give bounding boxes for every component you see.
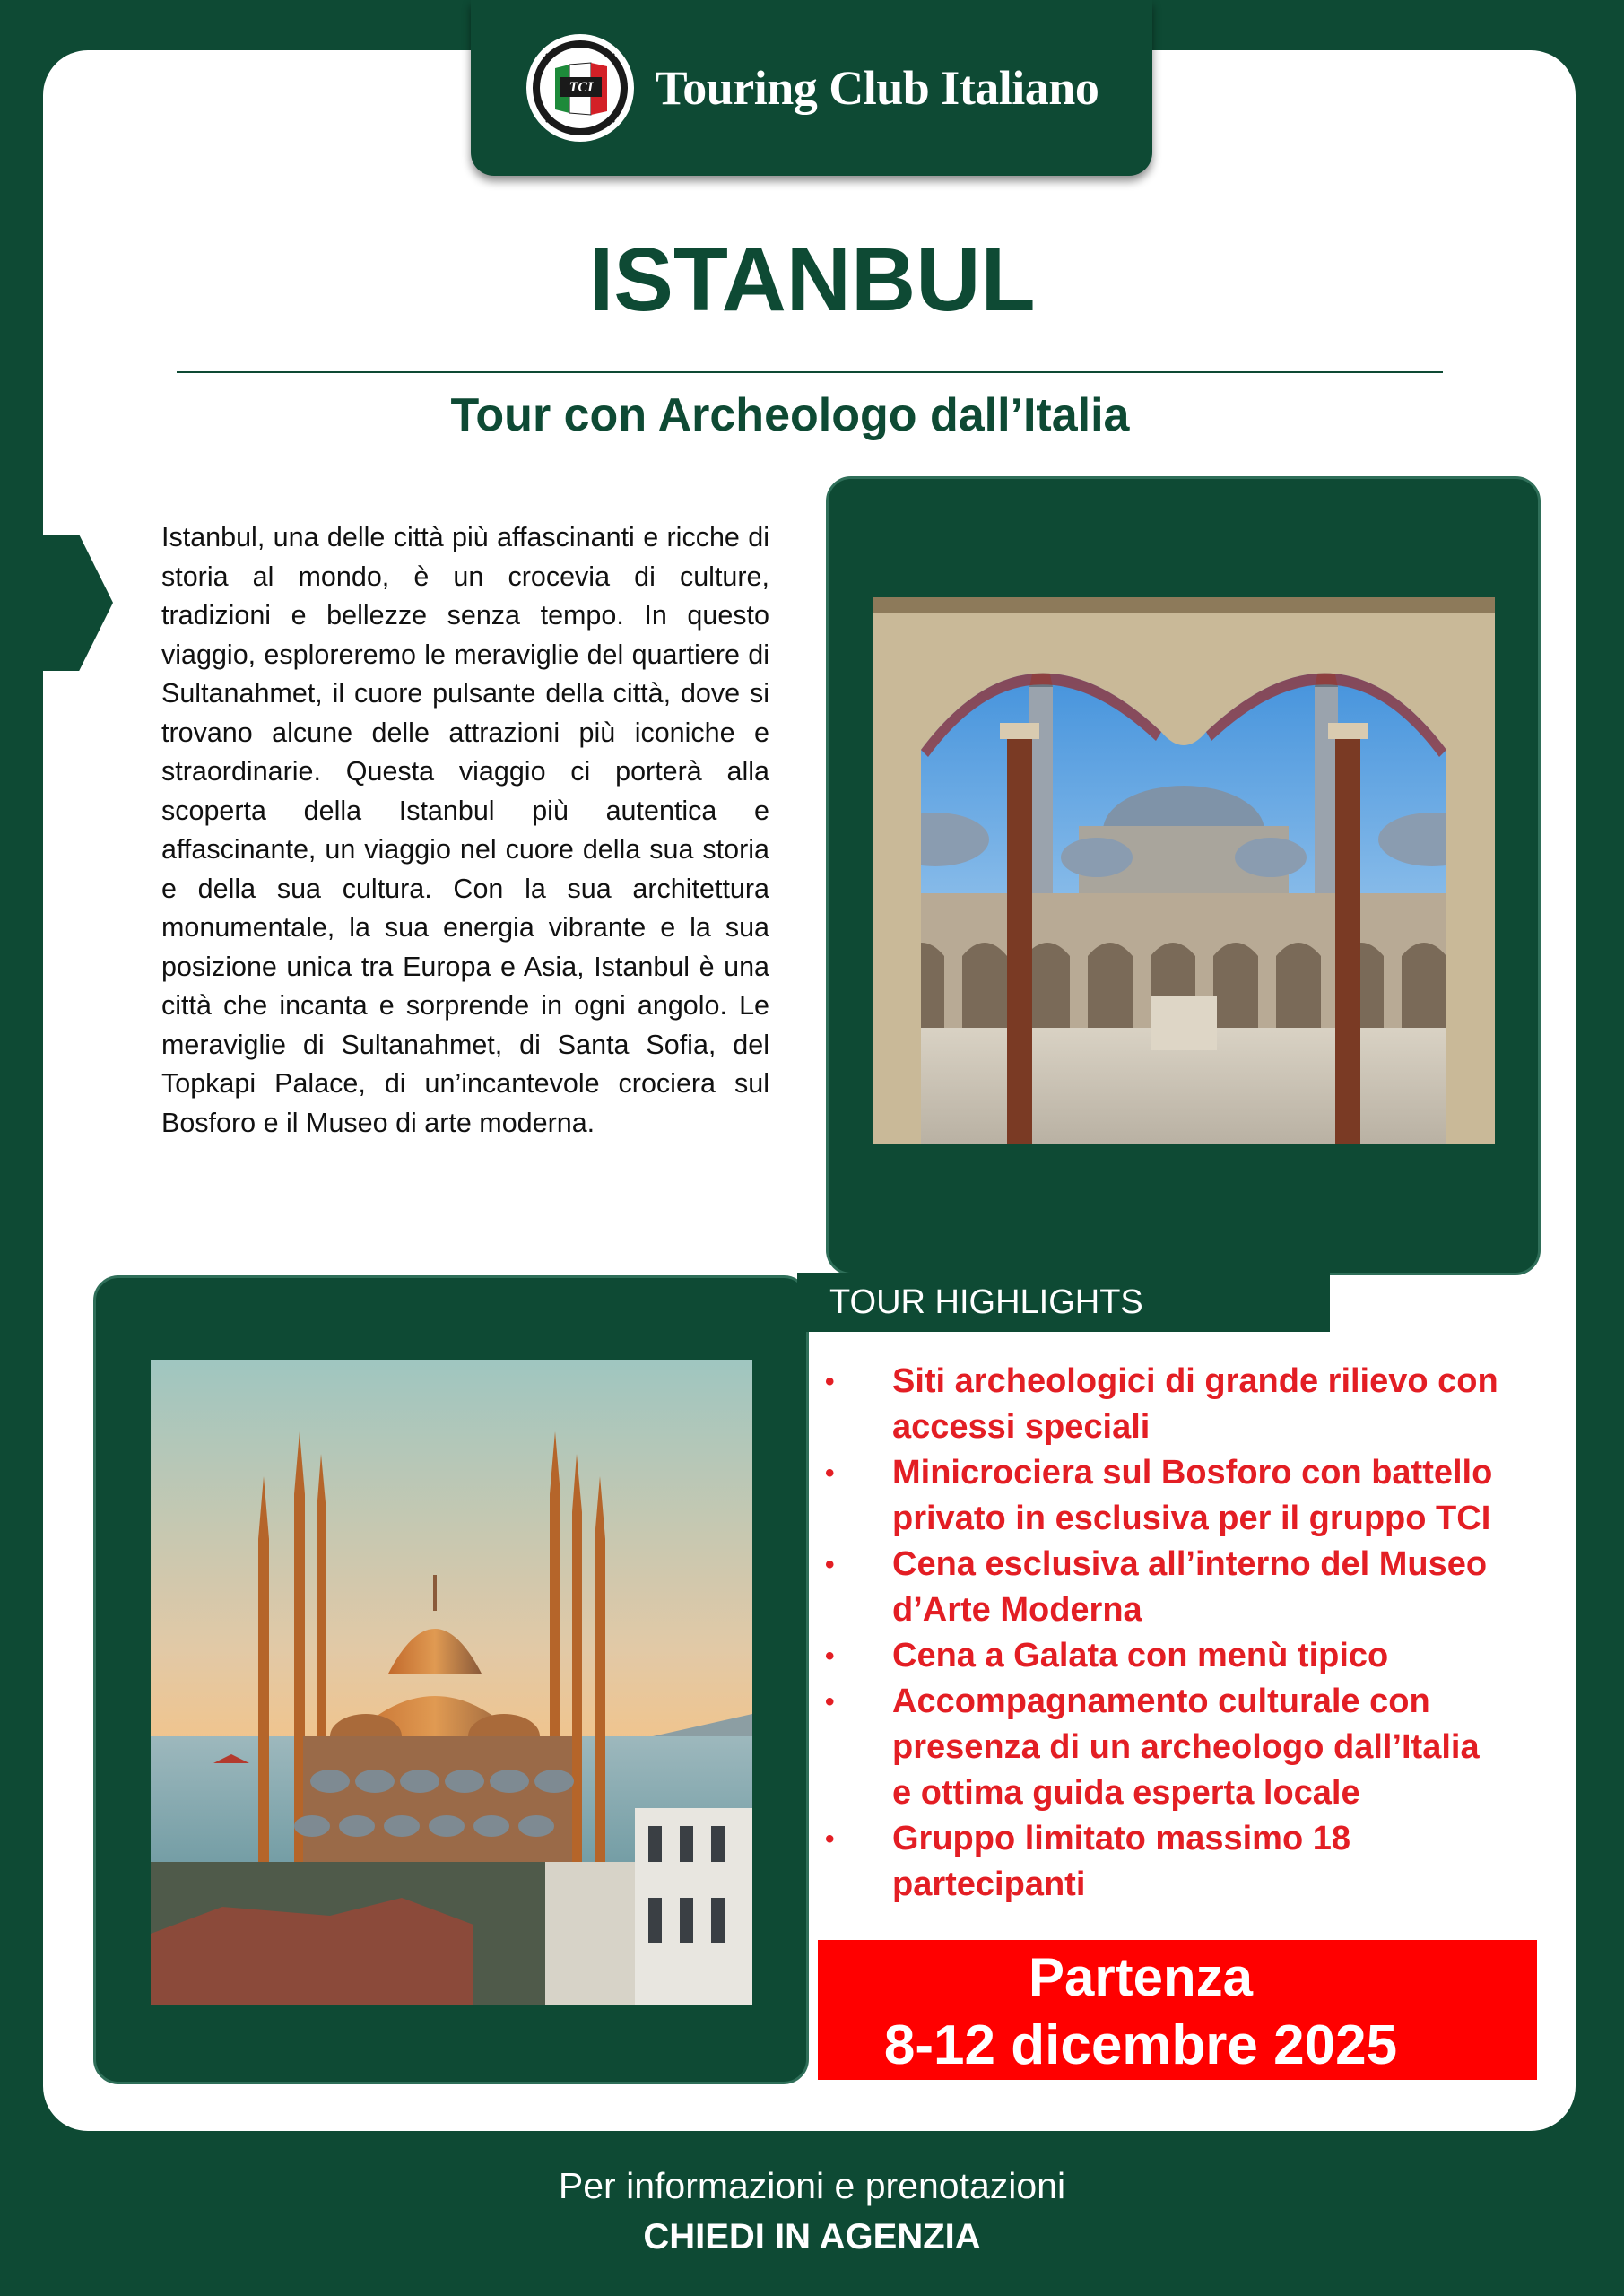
tour-highlights-list	[825, 1359, 1507, 1908]
blue-mosque-photo	[151, 1360, 752, 2005]
tci-emblem-logo	[525, 32, 636, 144]
mosque-courtyard-frame	[826, 476, 1541, 1275]
departure-dates: 8-12 dicembre 2025	[883, 2014, 1398, 2076]
departure-label: Partenza	[1028, 1947, 1254, 2007]
brand-name: Touring Club Italiano	[655, 61, 1099, 115]
highlight-item: • Accompagnamento culturale con presenza di un archeologo dall’Italia e ottima guida esperta locale	[825, 1679, 1507, 1816]
highlight-item: • Siti archeologici di grande rilievo con accessi speciali	[825, 1359, 1507, 1450]
bullet-icon: •	[825, 1824, 835, 1854]
mosque-courtyard-photo	[873, 597, 1495, 1144]
page-title: ISTANBUL	[588, 230, 1036, 330]
bullet-icon: •	[825, 1687, 835, 1717]
title-divider	[177, 371, 1443, 373]
highlight-item: • Minicrociera sul Bosforo con battello privato in esclusiva per il gruppo TCI	[825, 1450, 1507, 1542]
logo-banner	[471, 0, 1152, 176]
footer-cta: CHIEDI IN AGENZIA	[643, 2217, 981, 2257]
departure-banner	[818, 1940, 1537, 2080]
bullet-icon: •	[825, 1458, 835, 1488]
highlight-item: • Cena a Galata con menù tipico	[825, 1633, 1507, 1679]
footer-info: Per informazioni e prenotazioni	[558, 2165, 1066, 2206]
bullet-icon: •	[825, 1367, 835, 1396]
bullet-icon: •	[825, 1550, 835, 1579]
tour-highlights-heading: TOUR HIGHLIGHTS	[797, 1273, 1330, 1332]
highlight-item: • Gruppo limitato massimo 18 partecipanti	[825, 1816, 1507, 1908]
svg-text:TCI: TCI	[569, 80, 593, 95]
blue-mosque-frame	[93, 1275, 809, 2084]
footer	[0, 2160, 1624, 2262]
intro-text: Istanbul, una delle città più affascinanti e ricche di storia al mondo, è un crocevia di culture, tradizioni e bellezze senza tempo. In questo viaggio, esploreremo le meraviglie del quartiere di Sultanahmet, il cuore pulsante della città, dove si trovano alcune delle attrazioni più iconiche e straordinarie. Questa viaggio ci porterà alla scoperta della Istanbul più autentica e affascinante, un viaggio nel cuore della sua storia e della sua cultura. Con la sua architettura monumentale, la sua energia vibrante e la sua posizione unica tra Europa e Asia, Istanbul è una città che incanta e sorprende in ogni angolo. Le meraviglie di Sultanahmet, di Santa Sofia, del Topkapi Palace, di un’incantevole crociera sul Bosforo e il Museo di arte moderna.	[161, 522, 769, 1138]
bullet-icon: •	[825, 1641, 835, 1671]
highlight-item: • Cena esclusiva all’interno del Museo d’Arte Moderna	[825, 1542, 1507, 1633]
page-subtitle: Tour con Archeologo dall’Italia	[450, 389, 1130, 441]
